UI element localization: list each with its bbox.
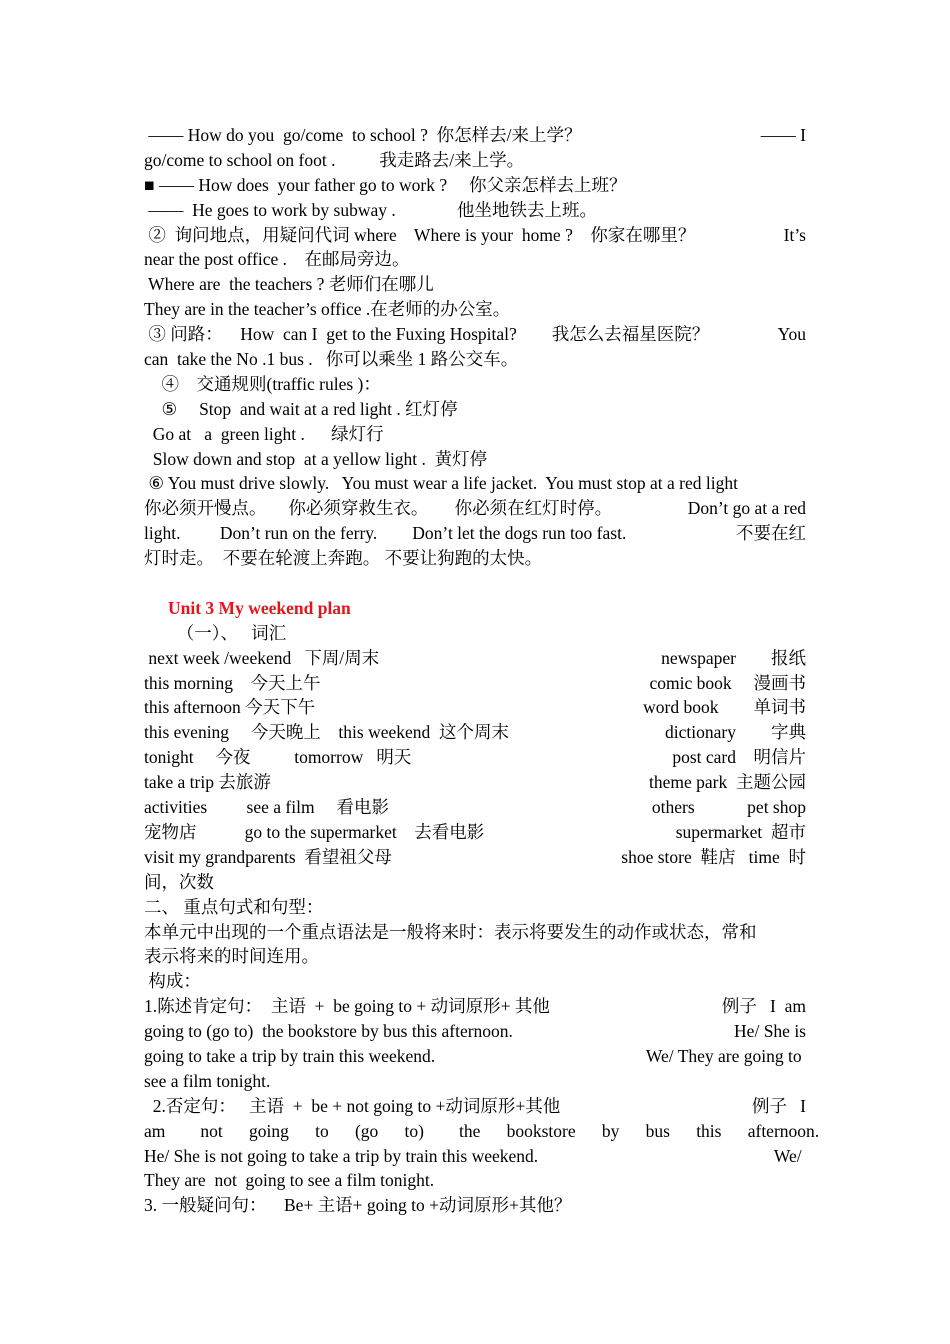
- text-line: [144, 820, 806, 845]
- line-text: —— How do you go/come to school ? 你怎样去/来上学？: [144, 125, 582, 145]
- text-line: [144, 720, 806, 745]
- line-text: 二、 重点句式和句型：: [144, 896, 324, 917]
- line-text: They are in the teacher’s office .在老师的办公室。: [144, 299, 511, 320]
- line-text: Go at a green light . 绿灯行: [144, 423, 384, 444]
- line-text-right: Don’t go at a red: [687, 498, 806, 519]
- line-text: ② 询问地点，用疑问代词 where Where is your home ? 你家在哪里？: [144, 224, 696, 245]
- text-line: [144, 297, 806, 322]
- line-text-right: others pet shop: [651, 797, 806, 818]
- text-line: [144, 521, 806, 546]
- line-text: see a film tonight.: [144, 1070, 271, 1091]
- line-text: tonight 今夜 tomorrow 明天: [144, 747, 412, 768]
- text-line: [144, 173, 806, 198]
- line-text: 灯时走。 不要在轮渡上奔跑。 不要让狗跑的太快。: [144, 548, 543, 569]
- line-text: light. Don’t run on the ferry. Don’t let the dogs run too fast.: [144, 523, 627, 544]
- line-text: 3. 一般疑问句： Be+ 主语+ going to +动词原形+其他？: [144, 1195, 572, 1216]
- text-line: [144, 770, 806, 795]
- line-text-right: We/ They are going to: [645, 1045, 806, 1066]
- text-line: [144, 272, 806, 297]
- unit-title: Unit 3 My weekend plan: [168, 597, 351, 618]
- text-line: [144, 695, 806, 720]
- text-line: [144, 969, 806, 994]
- line-text: 宠物店 go to the supermarket 去看电影: [144, 821, 485, 842]
- unit-title-line: [144, 596, 806, 621]
- text-line: [144, 397, 806, 422]
- text-line: [144, 1094, 806, 1119]
- line-text: He/ She is not going to take a trip by train this weekend.: [144, 1145, 539, 1166]
- text-line: [144, 895, 806, 920]
- line-text: this afternoon 今天下午: [144, 697, 316, 718]
- line-text-right: 例子 I am: [721, 996, 806, 1017]
- line-text: 2.否定句： 主语 + be + not going to +动词原形+其他: [144, 1095, 561, 1116]
- grammar-section: [144, 895, 820, 1219]
- line-text: ⑤ Stop and wait at a red light . 红灯停: [144, 398, 458, 419]
- line-text: Where are the teachers ? 老师们在哪儿: [144, 274, 434, 295]
- line-text-right: word book 单词书: [643, 697, 806, 718]
- vocab-heading: （一）、 词汇: [168, 622, 287, 643]
- line-text: this evening 今天晚上 this weekend 这个周末: [144, 722, 510, 743]
- line-text-right: It’s: [783, 224, 806, 245]
- blank-line: [144, 571, 806, 596]
- text-line: [144, 148, 806, 173]
- line-text-right: You: [777, 324, 806, 345]
- line-text: can take the No .1 bus . 你可以乘坐 1 路公交车。: [144, 349, 519, 370]
- line-text: ■ —— How does your father go to work ? 你父亲怎样去上班？: [144, 174, 627, 195]
- text-line: [144, 372, 806, 397]
- text-line: [144, 745, 806, 770]
- line-text: activities see a film 看电影: [144, 797, 389, 818]
- text-line: [144, 422, 806, 447]
- text-line: [144, 322, 806, 347]
- line-text: They are not going to see a film tonight.: [144, 1170, 435, 1191]
- text-line: [144, 845, 806, 870]
- line-text: ⑥ You must drive slowly. You must wear a life jacket. You must stop at a red light: [144, 473, 738, 494]
- line-text: 构成：: [144, 971, 201, 992]
- line-text-right: supermarket 超市: [675, 821, 806, 842]
- text-line: [144, 447, 806, 472]
- text-line: [144, 1119, 820, 1144]
- line-text-right: shoe store 鞋店 time 时: [621, 846, 806, 867]
- line-text: next week /weekend 下周/周末: [144, 647, 380, 668]
- document-page: [144, 123, 820, 1218]
- text-line: [144, 1144, 806, 1169]
- text-line: [144, 1069, 806, 1094]
- line-text: 间，次数: [144, 871, 214, 892]
- line-text: Slow down and stop at a yellow light . 黄灯停: [144, 448, 488, 469]
- line-text-right: 例子 I: [752, 1095, 806, 1116]
- unit2-sentences-section: [144, 123, 806, 571]
- text-line: [144, 994, 806, 1019]
- line-text: 1.陈述肯定句： 主语 + be going to + 动词原形+ 其他: [144, 996, 550, 1017]
- text-line: [144, 1044, 806, 1069]
- text-line: [144, 646, 806, 671]
- text-line: [144, 1193, 806, 1218]
- line-text: going to (go to) the bookstore by bus this afternoon.: [144, 1021, 513, 1042]
- line-text-right: newspaper 报纸: [661, 647, 806, 668]
- line-text-right: theme park 主题公园: [649, 772, 806, 793]
- line-text: visit my grandparents 看望祖父母: [144, 846, 392, 867]
- line-text: this morning 今天上午: [144, 672, 321, 693]
- line-text: —— He goes to work by subway . 他坐地铁去上班。: [144, 199, 598, 220]
- line-text: going to take a trip by train this weekend.: [144, 1045, 436, 1066]
- line-text-right: comic book 漫画书: [649, 672, 806, 693]
- line-text-right: post card 明信片: [672, 747, 806, 768]
- text-line: [144, 920, 806, 945]
- text-line: [144, 247, 806, 272]
- line-text: am not going to (go to) the bookstore by bus this afternoon.: [144, 1120, 820, 1141]
- vocab-heading-line: [144, 621, 806, 646]
- line-text-right: 不要在红: [736, 523, 806, 544]
- line-text: near the post office . 在邮局旁边。: [144, 249, 410, 270]
- text-line: [144, 671, 806, 696]
- line-text: 你必须开慢点。 你必须穿救生衣。 你必须在红灯时停。: [144, 498, 613, 519]
- text-line: [144, 198, 806, 223]
- line-text: 表示将来的时间连用。: [144, 946, 319, 967]
- vocabulary-section: [144, 646, 806, 895]
- line-text: 本单元中出现的一个重点语法是一般将来时：表示将要发生的动作或状态，常和: [144, 921, 757, 942]
- line-text: ④ 交通规则(traffic rules )：: [144, 373, 381, 394]
- text-line: [144, 1019, 806, 1044]
- line-text-right: dictionary 字典: [665, 722, 806, 743]
- line-text-right: We/: [773, 1145, 806, 1166]
- text-line: [144, 546, 806, 571]
- line-text-right: He/ She is: [734, 1021, 806, 1042]
- text-line: [144, 870, 806, 895]
- line-text: ③ 问路： How can I get to the Fuxing Hospital? 我怎么去福星医院？: [144, 324, 710, 345]
- text-line: [144, 1168, 806, 1193]
- text-line: [144, 123, 806, 148]
- line-text: go/come to school on foot . 我走路去/来上学。: [144, 149, 525, 170]
- text-line: [144, 471, 806, 496]
- text-line: [144, 496, 806, 521]
- text-line: [144, 223, 806, 248]
- text-line: [144, 347, 806, 372]
- text-line: [144, 795, 806, 820]
- line-text-right: —— I: [760, 125, 806, 145]
- line-text: take a trip 去旅游: [144, 772, 271, 793]
- text-line: [144, 944, 806, 969]
